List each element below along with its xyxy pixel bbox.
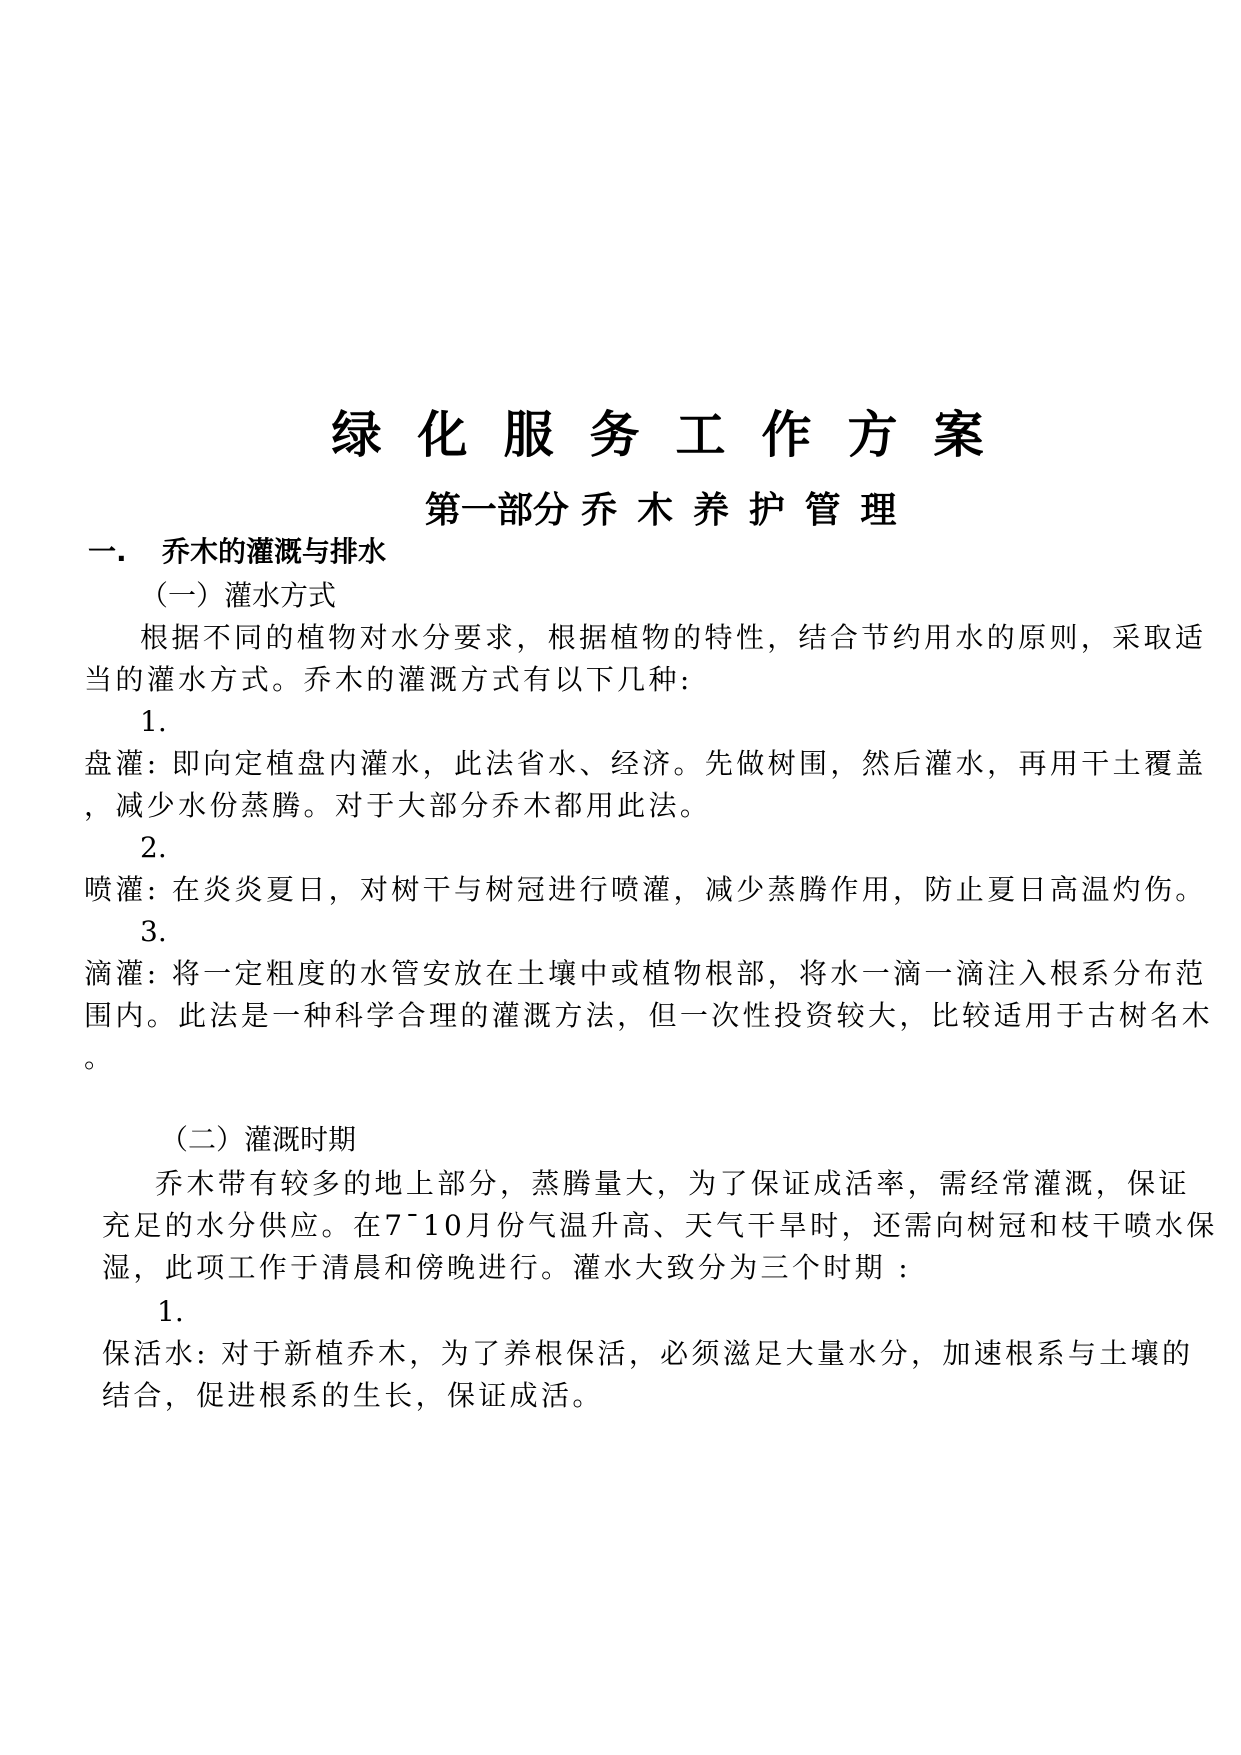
paragraph-line: 当的灌水方式。乔木的灌溉方式有以下几种: <box>84 663 693 696</box>
document-title: 绿化服务工作方案 <box>331 406 1020 464</box>
section-heading <box>88 534 386 570</box>
subsection-heading: （二）灌溉时期 <box>160 1123 357 1156</box>
paragraph-line: 根据不同的植物对水分要求，根据植物的特性，结合节约用水的原则，采取适 <box>140 621 1207 654</box>
paragraph-line: 湿，此项工作于清晨和傍晚进行。灌水大致分为三个时期 : <box>102 1251 912 1284</box>
list-number: 3. <box>140 915 167 948</box>
subsection-heading: （一）灌水方式 <box>140 579 337 612</box>
list-item-line: 盘灌: 即向定植盘内灌水，此法省水、经济。先做树围，然后灌水，再用干土覆盖 <box>84 747 1207 780</box>
list-number: 1. <box>157 1295 184 1328</box>
list-item-line: 滴灌: 将一定粗度的水管安放在土壤中或植物根部，将水一滴一滴注入根系分布范 <box>84 957 1207 990</box>
subtitle-part-label: 第一部分 <box>424 490 569 531</box>
list-item-line: 。 <box>84 1041 113 1074</box>
list-item-line: 喷灌: 在炎炎夏日，对树干与树冠进行喷灌，减少蒸腾作用，防止夏日高温灼伤。 <box>84 873 1207 906</box>
list-item-line: 保活水: 对于新植乔木，为了养根保活，必须滋足大量水分，加速根系与土壤的 <box>102 1337 1194 1370</box>
list-item-line: 结合，促进根系的生长，保证成活。 <box>102 1379 604 1412</box>
list-item-line: ，减少水份蒸腾。对于大部分乔木都用此法。 <box>84 789 712 822</box>
list-number: 2. <box>140 831 167 864</box>
document-subtitle <box>0 487 1241 535</box>
list-item-line: 围内。此法是一种科学合理的灌溉方法，但一次性投资较大，比较适用于古树名木 <box>84 999 1213 1032</box>
paragraph-line: 充足的水分供应。在7¯10月份气温升高、天气干旱时，还需向树冠和枝干喷水保 <box>102 1209 1218 1242</box>
subtitle-part-name: 乔木养护管理 <box>581 490 917 531</box>
section-title: 乔木的灌溉与排水 <box>162 535 387 568</box>
list-number: 1. <box>140 705 167 738</box>
section-number: 一. <box>88 535 127 568</box>
paragraph-line: 乔木带有较多的地上部分，蒸腾量大，为了保证成活率，需经常灌溉，保证 <box>155 1167 1190 1200</box>
